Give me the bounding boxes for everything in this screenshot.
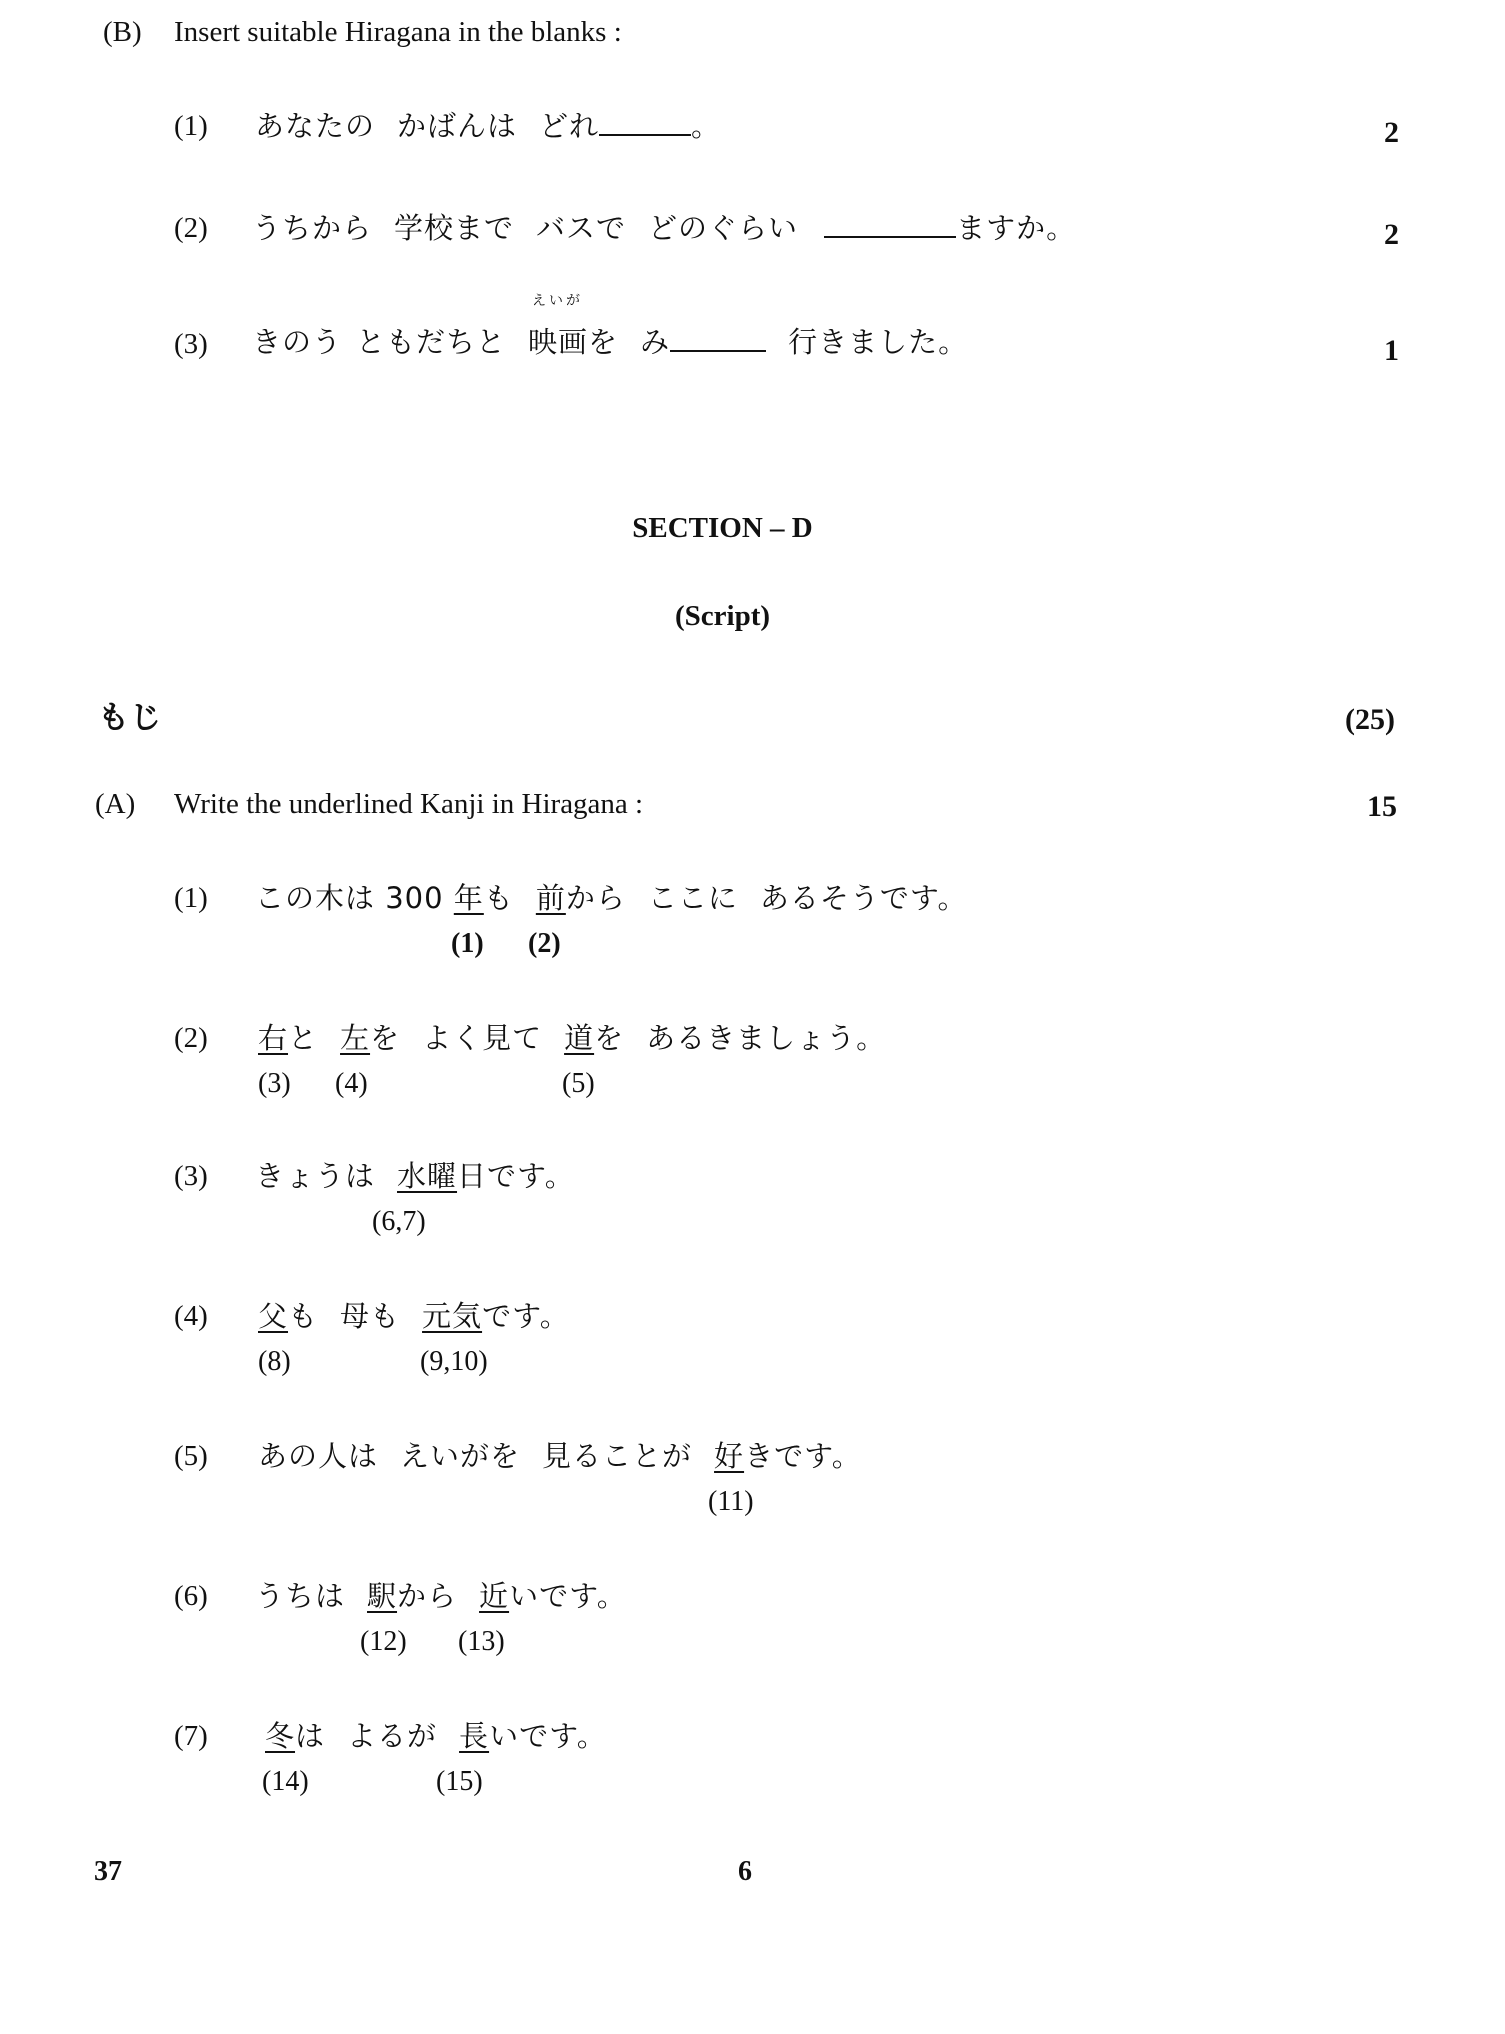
underlined-kanji: 左 (340, 1021, 371, 1055)
a2-text: よく見て (422, 1021, 543, 1055)
b-item-3-number: (3) (174, 328, 208, 360)
a4-text: 母も (340, 1299, 401, 1333)
a2-text: を (370, 1021, 401, 1055)
part-b-label: (B) (103, 16, 142, 48)
part-a-marks: 15 (1367, 790, 1397, 823)
answer-blank[interactable] (599, 110, 691, 136)
a6-text: うちは (255, 1579, 346, 1613)
b3-particle: を (588, 325, 619, 359)
page-number: 6 (738, 1856, 752, 1887)
kanji-ref-number: (14) (262, 1766, 309, 1797)
underlined-kanji: 長 (459, 1719, 490, 1753)
a2-text: と (288, 1021, 319, 1055)
kanji-ref-number: (15) (436, 1766, 483, 1797)
a3-text: 日です。 (457, 1159, 575, 1193)
moji-total-marks: (25) (1345, 703, 1395, 736)
b2-seg: バスで (536, 211, 627, 245)
a1-text: から (565, 881, 626, 915)
a7-text: は (295, 1719, 326, 1753)
a-item-3-sentence (255, 1154, 575, 1195)
b3-seg: ともだちと (356, 325, 507, 359)
a-item-1-number: (1) (174, 882, 208, 914)
underlined-kanji: 近 (479, 1579, 510, 1613)
b3-ending: 行きました。 (788, 325, 969, 359)
b-item-3-marks: 1 (1384, 334, 1399, 367)
paper-code: 37 (94, 1856, 122, 1887)
underlined-kanji: 駅 (367, 1579, 398, 1613)
b2-seg: うちから (252, 211, 373, 245)
underlined-kanji: 父 (258, 1299, 289, 1333)
kanji-ref-number: (9,10) (420, 1346, 488, 1377)
a6-text: から (397, 1579, 458, 1613)
b1-seg: あなたの (255, 109, 376, 143)
b-item-1-marks: 2 (1384, 116, 1399, 149)
kanji-ref-number: (4) (335, 1068, 368, 1099)
a2-text: を (594, 1021, 625, 1055)
section-subtitle: (Script) (674, 600, 771, 632)
a-item-4-number: (4) (174, 1300, 208, 1332)
a4-text: も (288, 1299, 319, 1333)
underlined-kanji: 冬 (265, 1719, 296, 1753)
a-item-2-sentence (258, 1016, 886, 1057)
a1-text: この木は 300 (255, 881, 454, 915)
underlined-kanji: 水曜 (397, 1159, 458, 1193)
a5-text: きです。 (744, 1439, 862, 1473)
part-a-label: (A) (95, 788, 136, 820)
kanji-ref-number: (5) (562, 1068, 595, 1099)
kanji-ref-number: (3) (258, 1068, 291, 1099)
a-item-5-sentence (258, 1434, 862, 1475)
underlined-kanji: 前 (535, 881, 566, 915)
a5-text: 見ることが (542, 1439, 693, 1473)
kanji-ref-number: (6,7) (372, 1206, 426, 1237)
kanji-ref-number: (1) (451, 928, 484, 959)
underlined-kanji: 好 (714, 1439, 745, 1473)
a-item-7-number: (7) (174, 1720, 208, 1752)
part-a-instruction: Write the underlined Kanji in Hiragana : (174, 788, 644, 820)
section-title: SECTION – D (632, 512, 813, 544)
a-item-5-number: (5) (174, 1440, 208, 1472)
a5-text: えいがを (400, 1439, 521, 1473)
b3-seg: きのう (252, 325, 343, 359)
b1-seg: かばんは (397, 109, 518, 143)
answer-blank[interactable] (670, 326, 766, 352)
underlined-kanji: 年 (453, 881, 484, 915)
b-item-2-marks: 2 (1384, 218, 1399, 251)
b-item-2-number: (2) (174, 212, 208, 244)
kanji-base: 映画 (528, 325, 589, 359)
b1-seg: どれ (539, 109, 600, 143)
kanji-ref-number: (2) (528, 928, 561, 959)
a1-text: も (483, 881, 514, 915)
a-item-7-sentence (265, 1714, 607, 1755)
kanji-ref-number: (12) (360, 1626, 407, 1657)
a-item-2-number: (2) (174, 1022, 208, 1054)
underlined-kanji: 道 (564, 1021, 595, 1055)
a4-text: です。 (482, 1299, 570, 1333)
kanji-ref-number: (13) (458, 1626, 505, 1657)
b-item-1-number: (1) (174, 110, 208, 142)
a1-text: ここに (647, 881, 738, 915)
a-item-1-sentence (255, 876, 968, 917)
a-item-6-sentence (255, 1574, 627, 1615)
kanji-ref-number: (11) (708, 1486, 754, 1517)
a-item-4-sentence (258, 1294, 570, 1335)
b1-punct: 。 (691, 109, 722, 143)
b-item-1-sentence (255, 104, 721, 145)
a-item-3-number: (3) (174, 1160, 208, 1192)
furigana-word (528, 293, 589, 361)
a7-text: いです。 (489, 1719, 607, 1753)
a3-text: きょうは (255, 1159, 376, 1193)
underlined-kanji: 右 (258, 1021, 289, 1055)
b2-ending: ますか。 (956, 211, 1077, 245)
a-item-6-number: (6) (174, 1580, 208, 1612)
a6-text: いです。 (509, 1579, 627, 1613)
a2-text: あるきましょう。 (646, 1021, 887, 1055)
b2-seg: どのぐらい (648, 211, 799, 245)
part-b-instruction: Insert suitable Hiragana in the blanks : (174, 16, 622, 48)
underlined-kanji: 元気 (422, 1299, 483, 1333)
b-item-3-sentence (252, 293, 969, 361)
a1-text: あるそうです。 (759, 881, 968, 915)
kanji-ref-number: (8) (258, 1346, 291, 1377)
furigana: えいが (532, 293, 584, 309)
b2-seg: 学校まで (394, 211, 515, 245)
a7-text: よるが (347, 1719, 438, 1753)
b3-stem: み (640, 325, 671, 359)
answer-blank[interactable] (824, 212, 956, 238)
a5-text: あの人は (258, 1439, 379, 1473)
b-item-2-sentence (252, 206, 1076, 247)
moji-heading: もじ (98, 700, 162, 736)
